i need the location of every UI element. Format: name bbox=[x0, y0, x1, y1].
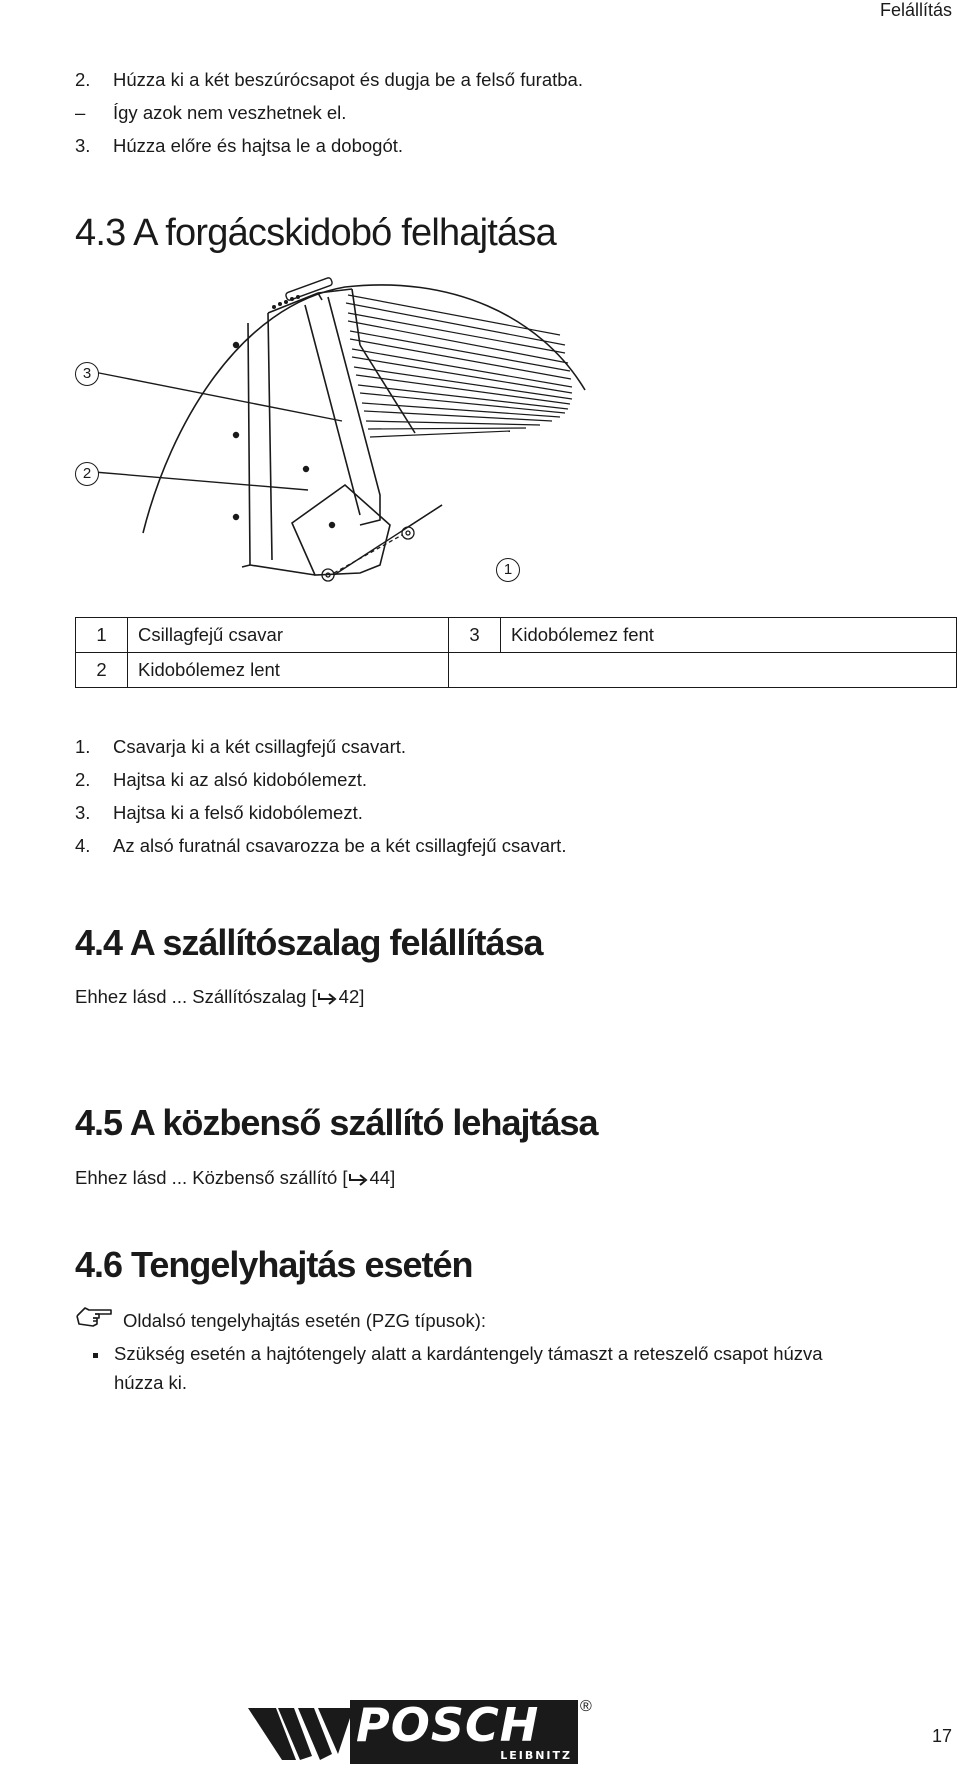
section-heading-4-5: 4.5 A közbenső szállító lehajtása bbox=[75, 1102, 598, 1143]
step-text: Hajtsa ki a felső kidobólemezt. bbox=[113, 802, 363, 823]
brand-name: POSCH bbox=[356, 1700, 540, 1752]
legend-number: 1 bbox=[76, 618, 128, 653]
list-item bbox=[75, 837, 566, 856]
bullet-text-line-1: Szükség esetén a hajtótengely alatt a kardántengely támaszt a reteszelő csapot húzva bbox=[114, 1343, 823, 1364]
pointing-hand-icon bbox=[75, 1302, 113, 1330]
cross-reference-link[interactable] bbox=[75, 1167, 395, 1189]
step-number: 2. bbox=[75, 69, 91, 90]
legend-empty-cell bbox=[449, 653, 957, 688]
list-item bbox=[75, 71, 583, 90]
page-number: 17 bbox=[931, 1726, 952, 1746]
legend-number: 2 bbox=[76, 653, 128, 688]
section-heading-4-3: 4.3 A forgácskidobó felhajtása bbox=[75, 212, 556, 254]
step-text: Húzza ki a két beszúrócsapot és dugja be a felső furatba. bbox=[113, 69, 583, 90]
posch-w-logo-mark bbox=[248, 1700, 352, 1764]
table-row bbox=[76, 618, 957, 653]
cross-reference-link[interactable] bbox=[75, 986, 364, 1008]
legend-label: Csillagfejű csavar bbox=[128, 618, 449, 653]
step-text: Így azok nem veszhetnek el. bbox=[113, 102, 347, 123]
list-item bbox=[75, 104, 346, 123]
ref-prefix: Ehhez lásd ... Közbenső szállító [ bbox=[75, 1167, 348, 1188]
step-number: 3. bbox=[75, 802, 91, 823]
step-number: 4. bbox=[75, 835, 91, 856]
section-heading-4-4: 4.4 A szállítószalag felállítása bbox=[75, 922, 543, 963]
ref-page: 44] bbox=[369, 1167, 396, 1188]
bullet-text-line-2: húzza ki. bbox=[114, 1372, 188, 1393]
chip-ejector-illustration bbox=[60, 275, 600, 605]
registered-mark: ® bbox=[580, 1698, 592, 1715]
table-row bbox=[76, 653, 957, 688]
step-text: Az alsó furatnál csavarozza be a két csillagfejű csavart. bbox=[113, 835, 567, 856]
step-number: 1. bbox=[75, 736, 91, 757]
step-number: 2. bbox=[75, 769, 91, 790]
callout-3: 3 bbox=[75, 362, 99, 386]
arrow-right-icon bbox=[317, 990, 339, 1006]
step-number: 3. bbox=[75, 135, 91, 156]
legend-label: Kidobólemez lent bbox=[128, 653, 449, 688]
legend-table bbox=[75, 617, 957, 688]
bullet-marker bbox=[93, 1353, 98, 1358]
step-text: Húzza előre és hajtsa le a dobogót. bbox=[113, 135, 404, 156]
step-text: Csavarja ki a két csillagfejű csavart. bbox=[113, 736, 407, 757]
ref-prefix: Ehhez lásd ... Szállítószalag [ bbox=[75, 986, 317, 1007]
note-text: Oldalsó tengelyhajtás esetén (PZG típusok): bbox=[123, 1310, 486, 1331]
section-heading-4-6: 4.6 Tengelyhajtás esetén bbox=[75, 1244, 473, 1285]
ref-page: 42] bbox=[338, 986, 365, 1007]
list-item bbox=[75, 137, 403, 156]
brand-subtitle: LEIBNITZ bbox=[500, 1749, 572, 1762]
callout-2: 2 bbox=[75, 462, 99, 486]
step-dash: – bbox=[75, 102, 86, 123]
step-text: Hajtsa ki az alsó kidobólemezt. bbox=[113, 769, 367, 790]
legend-label: Kidobólemez fent bbox=[501, 618, 957, 653]
running-header: Felállítás bbox=[879, 0, 952, 20]
list-item bbox=[75, 738, 406, 757]
legend-number: 3 bbox=[449, 618, 501, 653]
list-item bbox=[75, 771, 367, 790]
posch-logo bbox=[350, 1700, 578, 1764]
list-item bbox=[75, 804, 363, 823]
callout-1: 1 bbox=[496, 558, 520, 582]
arrow-right-icon bbox=[348, 1171, 370, 1187]
